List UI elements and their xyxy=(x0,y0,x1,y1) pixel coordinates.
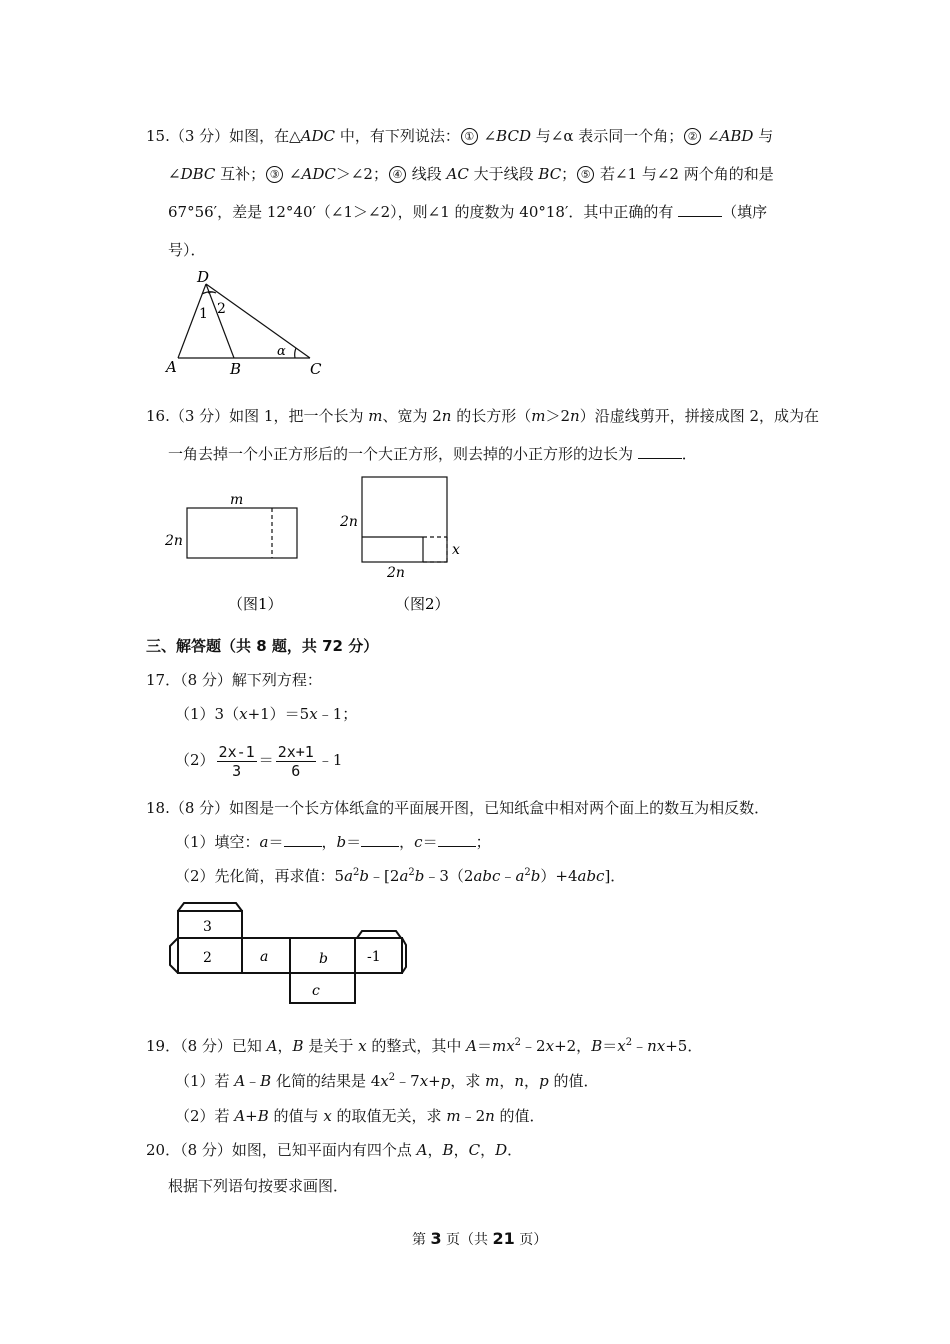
label-angle-1: 1 xyxy=(199,306,208,322)
fig1-label-m: m xyxy=(230,492,244,508)
fig2-caption: （图2） xyxy=(395,595,450,613)
q17-part2: （2） $\frac{2x-1}{3}$ ＝ $\frac{2x+1}{6}$ ﹣1 xyxy=(175,742,343,780)
q16-line1: 16.（3 分）如图 1，把一个长为 m、宽为 2n 的长方形（m＞2n）沿虚线剪开，拼接成图 2，成为在 xyxy=(146,407,820,425)
fig1-caption: （图1） xyxy=(228,595,283,613)
q20-line1: 20．（8 分）如图，已知平面内有四个点 A，B，C，D． xyxy=(146,1141,523,1159)
q15-line3: 67°56′，差是 12°40′（∠1＞∠2），则∠1 的度数为 40°18′．其中正确的有 （填序 xyxy=(168,203,768,221)
q18-title: 18.（8 分）如图是一个长方体纸盒的平面展开图，已知纸盒中相对两个面上的数互为相反数． xyxy=(146,799,770,817)
q15-line1: 15.（3 分）如图，在△ADC 中，有下列说法： ① ∠BCD 与∠α 表示同一个角； ② ∠ABD 与 xyxy=(146,127,774,145)
fraction-right: $\frac{2x+1}{6}$ xyxy=(277,742,314,780)
net-face-2: 2 xyxy=(203,950,212,966)
fig2-label-2n-side: 2n xyxy=(340,514,358,530)
net-face-c: c xyxy=(312,983,320,999)
q15-line2: ∠DBC 互补； ③ ∠ADC＞∠2； ④ 线段 AC 大于线段 BC； ⑤ 若∠1 与∠2 两个角的和是 xyxy=(168,165,774,183)
label-C: C xyxy=(310,360,322,378)
q19-part2: （2）若 A+B 的值与 x 的取值无关，求 m﹣2n 的值． xyxy=(175,1107,545,1125)
q16-figure-1 xyxy=(160,490,310,615)
blank-c xyxy=(438,832,476,847)
blank-a xyxy=(284,832,322,847)
section-heading: 三、解答题（共 8 题，共 72 分） xyxy=(146,637,379,655)
blank-b xyxy=(361,832,399,847)
total-pages: 21 xyxy=(492,1229,515,1248)
q18-box-net xyxy=(160,895,420,1013)
fig2-label-x: x xyxy=(452,542,460,558)
q18-part2: （2）先化简，再求值：$5a^2b﹣[2a^2b﹣3(2abc﹣a^2b)+4abc]$． xyxy=(175,867,626,885)
fraction-left: $\frac{2x-1}{3}$ xyxy=(218,742,255,780)
label-A: A xyxy=(166,358,177,376)
q17-title: 17．（8 分）解下列方程： xyxy=(146,671,322,689)
page-footer: 第 3 页（共 21 页） xyxy=(412,1229,548,1248)
q15-line4: 号）． xyxy=(168,241,206,259)
q19-line1: 19．（8 分）已知 A，B 是关于 x 的整式，其中 $A=mx^2﹣2x+2$，$B=x^2﹣nx+5$． xyxy=(146,1037,703,1055)
label-B: B xyxy=(230,360,242,378)
q17-part1: （1）3（x+1）＝5x﹣1； xyxy=(175,705,358,723)
fig2-label-2n-bottom: 2n xyxy=(387,565,405,581)
q18-part1: （1）填空：a＝ ，b＝ ，c＝ ； xyxy=(175,833,491,851)
q20-line2: 根据下列语句按要求画图． xyxy=(168,1177,349,1195)
label-D: D xyxy=(197,268,210,286)
current-page-number: 3 xyxy=(430,1229,442,1248)
net-face-b: b xyxy=(319,951,328,967)
net-face-3: 3 xyxy=(203,919,212,935)
q16-figure-2 xyxy=(335,470,475,615)
q16-line2: 一角去掉一个小正方形后的一个大正方形，则去掉的小正方形的边长为 ． xyxy=(168,445,697,463)
answer-blank xyxy=(638,444,682,459)
q15-triangle-figure xyxy=(160,266,330,378)
label-angle-2: 2 xyxy=(217,301,226,317)
label-alpha: α xyxy=(277,344,286,359)
net-face-minus1: -1 xyxy=(367,949,381,965)
answer-blank xyxy=(678,202,722,217)
q19-part1: （1）若 A﹣B 化简的结果是 $4x^2﹣7x+p$，求 m，n，p 的值． xyxy=(175,1072,599,1090)
fig1-label-2n: 2n xyxy=(165,533,183,549)
net-face-a: a xyxy=(260,949,269,965)
